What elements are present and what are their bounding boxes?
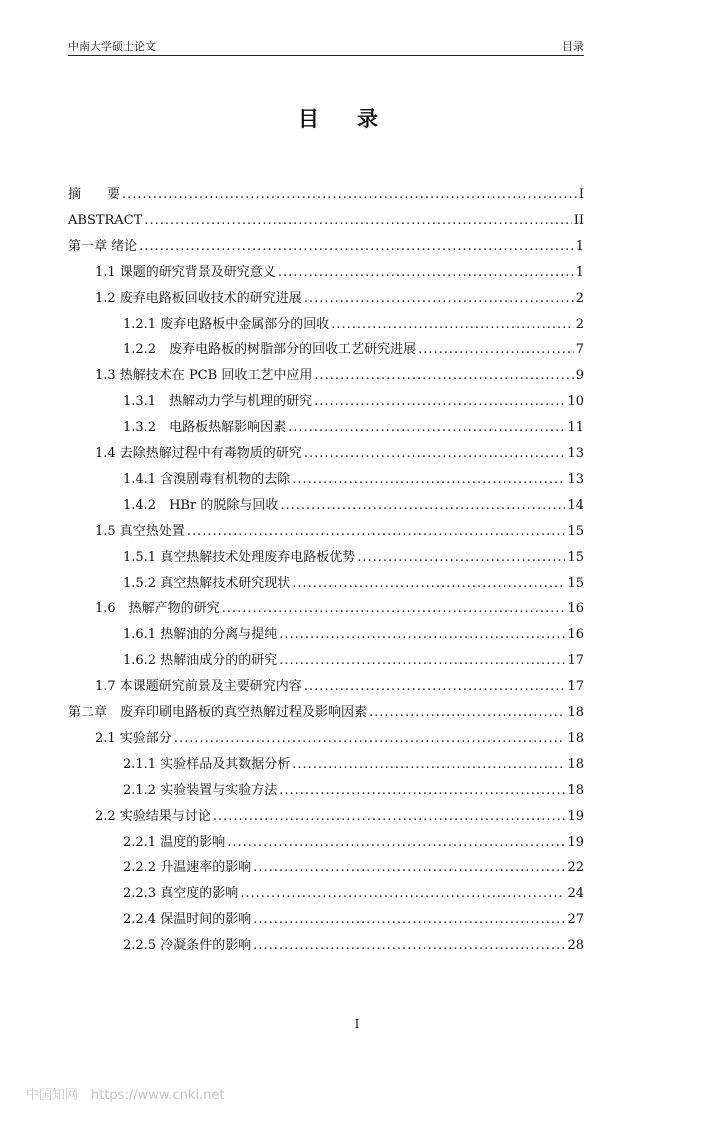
toc-entry-label: 1.7 本课题研究前景及主要研究内容 [95,679,302,694]
toc-entry[interactable] [123,937,584,955]
toc-entry[interactable] [95,290,584,308]
toc-entry-label: 2.1.2 实验装置与实验方法 [123,783,278,798]
toc-entry[interactable] [68,238,584,256]
toc-entry[interactable] [123,859,584,877]
toc-entry-page: 13 [567,446,584,461]
toc-entry[interactable] [95,367,584,385]
toc-entry-label: 1.6.1 热解油的分离与提纯 [123,627,278,642]
toc-entry-label: 2.2.2 升温速率的影响 [123,860,252,875]
toc-entry-label: 2.2.4 保温时间的影响 [123,912,252,927]
toc-entry[interactable] [95,264,584,282]
toc-entry-label: 1.2 废弃电路板回收技术的研究进展 [95,291,302,306]
toc-leader-dots [139,238,574,256]
toc-entry-label: 1.4.1 含溴剧毒有机物的去除 [123,472,291,487]
toc-entry-label: 1.5.2 真空热解技术研究现状 [123,576,291,591]
watermark: 中国知网 https://www.cnki.net [26,1088,225,1103]
header-section-label: 目录 [562,40,584,53]
toc-entry-page: 15 [567,576,584,591]
header-thesis-label: 中南大学硕士论文 [68,40,156,53]
toc-leader-dots [253,911,565,929]
toc-entry-page: 18 [567,783,584,798]
toc-leader-dots [122,186,577,204]
toc-entry[interactable] [123,911,584,929]
toc-entry-page: 27 [567,912,584,927]
toc-entry-page: 11 [567,420,584,435]
toc-leader-dots [227,834,565,852]
toc-entry-label: 2.2.5 冷凝条件的影响 [123,938,252,953]
toc-entry[interactable] [123,341,584,359]
toc-entry[interactable] [95,445,584,463]
toc-entry-page: 16 [567,627,584,642]
toc-leader-dots [213,808,566,826]
toc-entry[interactable] [123,497,584,515]
toc-entry-label: 第二章 废弃印刷电路板的真空热解过程及影响因素 [68,705,368,720]
toc-entry-page: 18 [567,731,584,746]
toc-leader-dots [144,212,571,230]
toc-entry[interactable] [95,600,584,618]
toc-entry-page: 17 [567,653,584,668]
toc-entry[interactable] [95,523,584,541]
page-number: I [354,1017,360,1031]
toc-entry[interactable] [123,885,584,903]
toc-entry-page: 10 [567,394,584,409]
toc-entry-label: 1.1 课题的研究背景及研究意义 [95,265,276,280]
toc-entry-page: 28 [567,938,584,953]
toc-entry-page: 15 [567,550,584,565]
toc-entry-label: 1.5 真空热处置 [95,524,185,539]
toc-entry-page: 17 [567,679,584,694]
toc-entry-page: 2 [575,317,584,332]
toc-entry-page: 19 [567,835,584,850]
toc-entry[interactable] [95,730,584,748]
toc-entry-page: 7 [575,342,584,357]
toc-entry-label: 1.5.1 真空热解技术处理废弃电路板优势 [123,550,356,565]
toc-entry-label: 摘 要 [68,187,121,202]
toc-leader-dots [314,367,573,385]
toc-leader-dots [240,885,565,903]
toc-entry-page: 1 [575,265,584,280]
toc-entry-page: 18 [567,757,584,772]
toc-leader-dots [369,704,565,722]
toc-entry-label: 1.3.1 热解动力学与机理的研究 [123,394,313,409]
toc-leader-dots [279,626,565,644]
toc-entry[interactable] [123,834,584,852]
toc-entry[interactable] [123,756,584,774]
toc-entry-page: 2 [575,291,584,306]
toc-entry[interactable] [123,471,584,489]
toc-leader-dots [280,497,565,515]
toc-entry[interactable] [95,808,584,826]
toc-leader-dots [357,549,565,567]
toc-entry-label: 2.2.1 温度的影响 [123,835,226,850]
toc-leader-dots [253,937,565,955]
toc-leader-dots [279,652,565,670]
toc-entry[interactable] [123,549,584,567]
header-rule [68,55,584,56]
toc-leader-dots [174,730,566,748]
toc-entry-page: 9 [575,368,584,383]
toc-entry-label: 1.2.2 废弃电路板的树脂部分的回收工艺研究进展 [123,342,417,357]
page-header [68,38,584,58]
toc-entry-label: 1.2.1 废弃电路板中金属部分的回收 [123,317,330,332]
toc-entry[interactable] [123,782,584,800]
toc-entry-page: 22 [567,860,584,875]
toc-leader-dots [292,756,565,774]
toc-entry-label: 1.4 去除热解过程中有毒物质的研究 [95,446,302,461]
toc-entry-page: II [573,213,584,228]
toc-leader-dots [187,523,566,541]
toc-leader-dots [304,290,574,308]
toc-entry-label: 1.6.2 热解油成分的的研究 [123,653,278,668]
toc-entry-label: 2.2 实验结果与讨论 [95,809,211,824]
toc-entry-page: 24 [567,886,584,901]
toc-leader-dots [292,575,565,593]
toc-entry[interactable] [123,626,584,644]
toc-leader-dots [292,471,565,489]
toc-entry[interactable] [123,316,584,334]
toc-entry-page: 1 [575,239,584,254]
toc-entry[interactable] [95,678,584,696]
toc-entry-label: 第一章 绪论 [68,239,138,254]
toc-entry-label: 2.1.1 实验样品及其数据分析 [123,757,291,772]
toc-leader-dots [304,445,566,463]
toc-entry[interactable] [68,186,584,204]
toc-leader-dots [314,393,565,411]
toc-leader-dots [288,419,565,437]
toc-entry[interactable] [123,575,584,593]
toc-entry-label: 1.3.2 电路板热解影响因素 [123,420,287,435]
toc-entry[interactable] [68,704,584,722]
toc-leader-dots [279,782,565,800]
toc-entry-page: 13 [567,472,584,487]
toc-entry-page: 19 [567,809,584,824]
toc-entry-page: 18 [567,705,584,720]
toc-entry[interactable] [68,212,584,230]
toc-entry[interactable] [123,419,584,437]
toc-entry-page: 15 [567,524,584,539]
toc-entry-label: ABSTRACT [68,213,143,228]
toc-entry[interactable] [123,393,584,411]
toc-entry-label: 2.2.3 真空度的影响 [123,886,239,901]
toc-leader-dots [418,341,574,359]
toc-entry-label: 1.6 热解产物的研究 [95,601,220,616]
toc-leader-dots [222,600,566,618]
page-title: 目录 [298,106,416,131]
toc-entry-page: 14 [567,498,584,513]
toc-entry-label: 1.4.2 HBr 的脱除与回收 [123,498,279,513]
toc-entry[interactable] [123,652,584,670]
toc-leader-dots [331,316,574,334]
toc-entry-label: 2.1 实验部分 [95,731,172,746]
toc-entry-page: 16 [567,601,584,616]
toc-entry-label: 1.3 热解技术在 PCB 回收工艺中应用 [95,368,313,383]
toc-leader-dots [253,859,565,877]
toc-entry-page: I [578,187,584,202]
toc-leader-dots [304,678,566,696]
toc-leader-dots [278,264,574,282]
